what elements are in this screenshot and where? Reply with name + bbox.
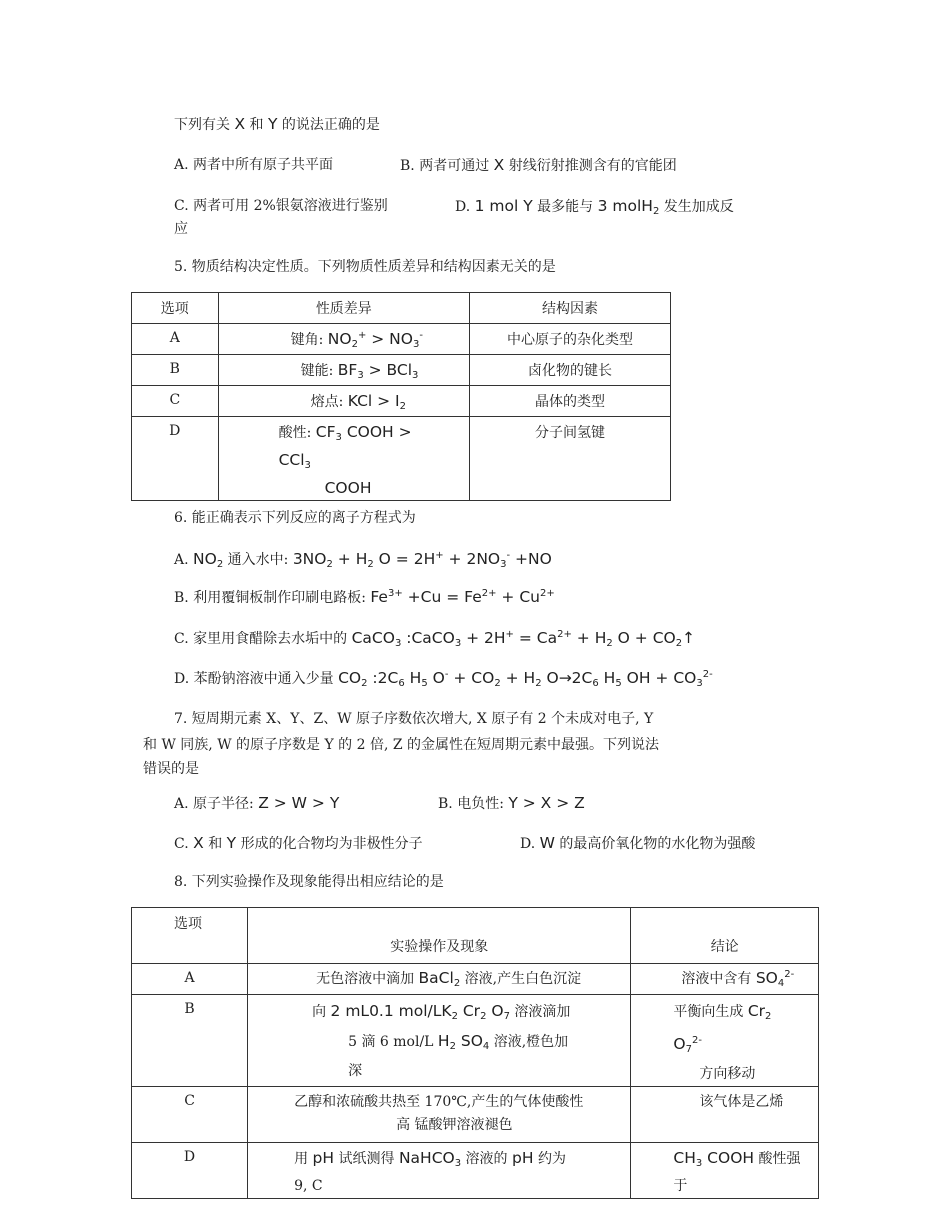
q4-option-b: B. 两者可通过 X 射线衍射推测含有的官能团 [400,156,677,174]
diff-cell: 酸性: $CF_3$ COOH > CCl$_3$ COOH [218,417,469,501]
factor-cell: 中心原子的杂化类型 [470,324,671,355]
q7-line-2: 和 W 同族, W 的原子序数是 Y 的 2 倍, Z 的金属性在短周期元素中最强。下列说法 [143,737,660,753]
q4-option-c: C. 两者可用 2%银氨溶液进行鉴别 [174,198,388,214]
q4-option-d: D. 1 mol Y 最多能与 3 molH$_2$ 发生加成反 [455,197,734,217]
diff-cell: 熔点: KCl > $I_2$ [218,386,469,417]
table-row [132,1143,819,1199]
q7-line-3: 错误的是 [143,761,199,777]
q6-stem: 6. 能正确表示下列反应的离子方程式为 [174,510,416,526]
factor-cell: 晶体的类型 [470,386,671,417]
q4-option-a: A. 两者中所有原子共平面 [174,157,334,173]
table-header-row [132,908,819,964]
q6-option-a: A. $NO_2$ 通入水中: $3NO_2 + H_2$ $O = 2H^+ + 2NO_3^- +NO$ [174,550,552,570]
table-row [132,324,671,355]
table-header-cell: 结构因素 [470,293,671,324]
table-row [132,386,671,417]
table-header-row [132,293,671,324]
table-header-cell: 选项 [132,293,219,324]
factor-cell: 卤化物的键长 [470,355,671,386]
q5-stem: 5. 物质结构决定性质。下列物质性质差异和结构因素无关的是 [174,259,556,275]
table-row [132,964,819,995]
concl-cell: 平衡向生成 $Cr_2$ $O_7^{2-}$ 方向移动 [631,995,819,1087]
table-header-cell: 结论 [631,908,819,964]
q4-stem: 下列有关 X 和 Y 的说法正确的是 [174,115,380,133]
concl-cell: $CH_3$ COOH 酸性强 于 [631,1143,819,1199]
q7-line-1: 7. 短周期元素 X、Y、Z、W 原子序数依次增大, X 原子有 2 个未成对电子, Y [174,711,654,727]
concl-cell: 溶液中含有 $SO_4^{2-}$ [631,964,819,995]
option-cell: B [132,995,248,1087]
factor-cell: 分子间氢键 [470,417,671,501]
table-header-cell: 性质差异 [218,293,469,324]
option-cell: C [132,1087,248,1143]
table-header-cell: 实验操作及现象 [248,908,631,964]
op-cell: 用 pH 试纸测得 NaHCO$_3$ 溶液的 pH 约为 9, C [248,1143,631,1199]
q6-option-d: D. 苯酚钠溶液中通入少量 $CO_2$ $:2C_6$ $H_5$ $O^- + CO_2 + H_2$ $O\to 2C_6$ $H_5$ OH + $CO_3^{2-}$ [174,669,713,689]
option-cell: B [132,355,219,386]
op-cell: 乙醇和浓硫酸共热至 170℃,产生的气体使酸性 高 锰酸钾溶液褪色 [248,1087,631,1143]
option-cell: A [132,324,219,355]
op-cell: 无色溶液中滴加 BaCl$_2$ 溶液,产生白色沉淀 [248,964,631,995]
table-header-cell: 选项 [132,908,248,964]
option-cell: D [132,417,219,501]
option-cell: A [132,964,248,995]
q7-option-b: B. 电负性: Y > X > Z [438,794,585,812]
q8-stem: 8. 下列实验操作及现象能得出相应结论的是 [174,874,444,890]
concl-cell: 该气体是乙烯 [631,1087,819,1143]
table-row [132,355,671,386]
q7-option-a: A. 原子半径: Z > W > Y [174,794,340,812]
q4-option-d-cont: 应 [174,221,188,237]
op-cell: 向 2 mL0.1 mol/$LK_2$ $Cr_2$ $O_7$ 溶液滴加 5 滴 6 mol/L $H_2$ $SO_4$ 溶液,橙色加 深 [248,995,631,1087]
q7-option-d: D. W 的最高价氧化物的水化物为强酸 [520,834,756,852]
table-row [132,1087,819,1143]
q5-table [131,292,671,501]
q8-table [131,907,819,1199]
q7-option-c: C. X 和 Y 形成的化合物均为非极性分子 [174,834,423,852]
diff-cell: 键能: $BF_3 > BCl_3$ [218,355,469,386]
table-row [132,995,819,1087]
q6-option-b: B. 利用覆铜板制作印刷电路板: $Fe^{3+} +Cu = Fe^{2+} + Cu^{2+}$ [174,588,555,606]
option-cell: D [132,1143,248,1199]
table-row [132,417,671,501]
diff-cell: 键角: $NO_2^+ > NO_3^-$ [218,324,469,355]
option-cell: C [132,386,219,417]
q6-option-c: C. 家里用食醋除去水垢中的 CaCO$_3$ :CaCO$_3$ + $2H^+ = Ca^{2+} + H_2$ $O + CO_2↑$ [174,629,696,649]
